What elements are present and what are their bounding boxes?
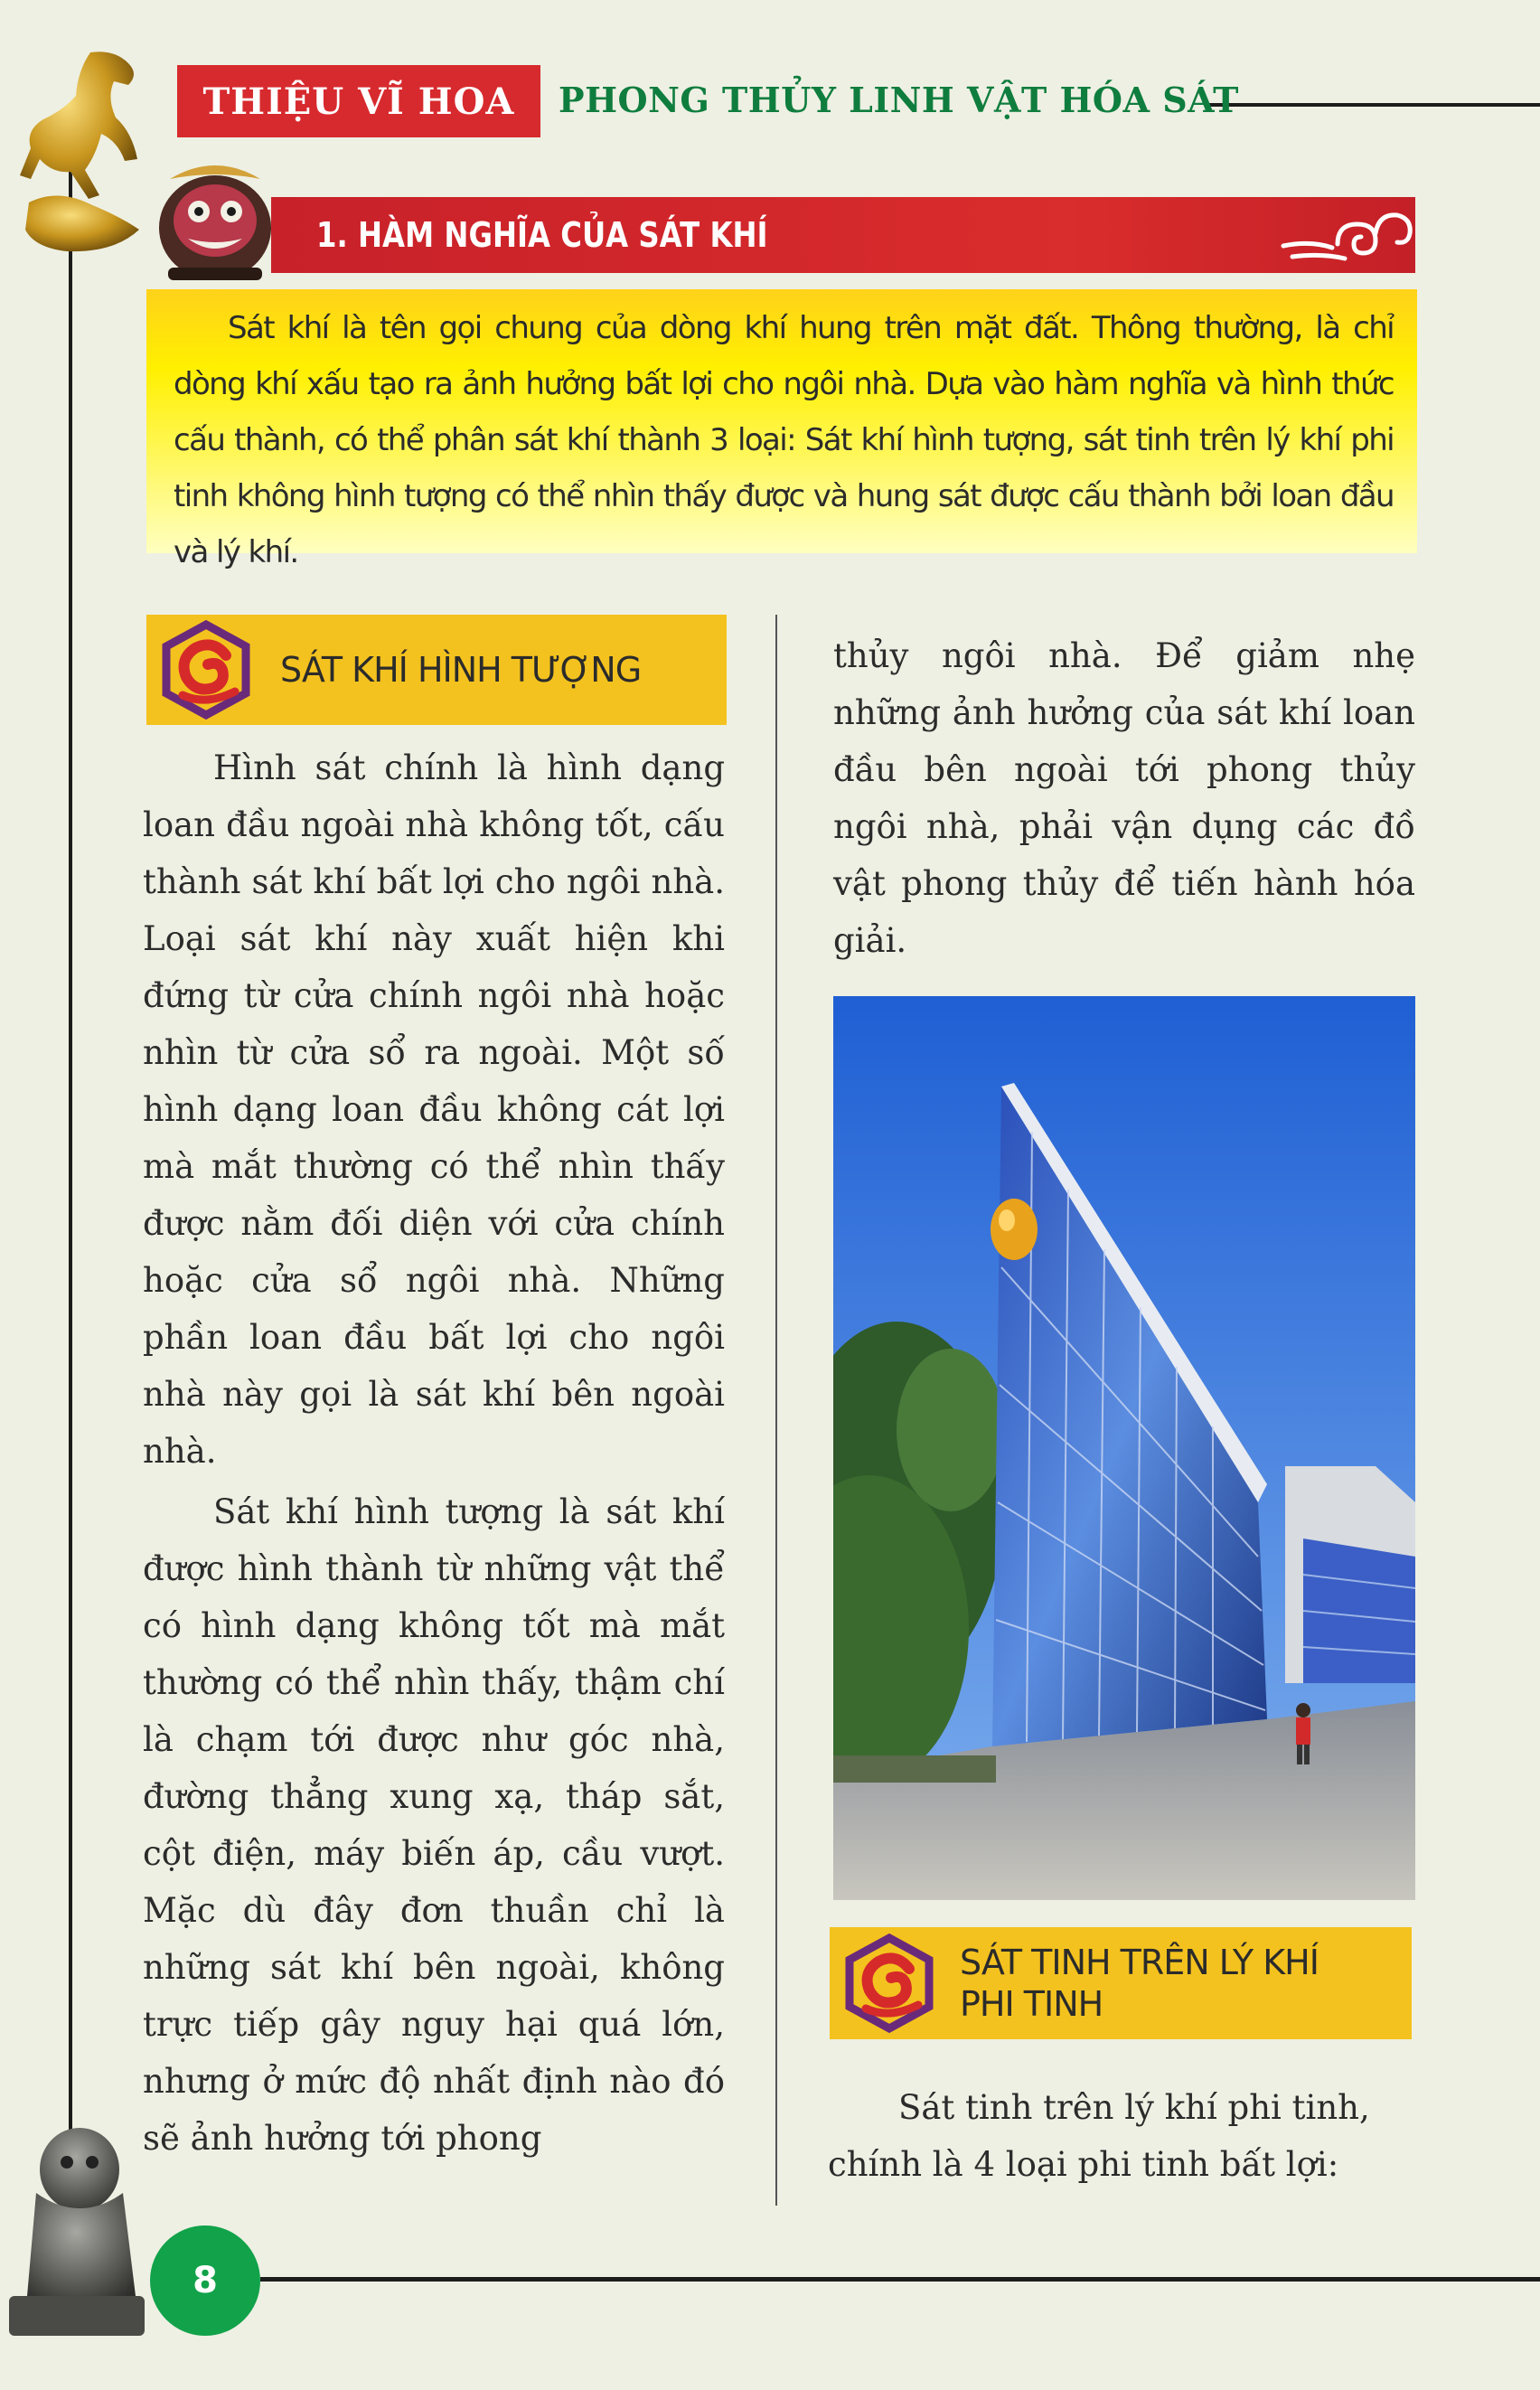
header-rule bbox=[1207, 103, 1540, 107]
lion-dance-mascot-icon bbox=[152, 152, 278, 287]
body-paragraph: Hình sát chính là hình dạng loan đầu ngoài nhà không tốt, cấu thành sát khí bất lợi cho ngôi nhà. Loại sát khí này xuất hiện khi đứng từ cửa chính ngôi nhà hoặc nhìn từ cửa sổ ra ngoài. Một số hình dạng loan đầu không cát lợi mà mắt thường có thể nhìn thấy được nằm đối diện với cửa chính hoặc cửa sổ ngôi nhà. Những phần loan đầu bất lợi cho ngôi nhà này gọi là sát khí bên ngoài nhà. bbox=[143, 748, 725, 1471]
glass-building-photo bbox=[833, 996, 1415, 1900]
book-title: PHONG THỦY LINH VẬT HÓA SÁT bbox=[559, 80, 1239, 120]
stone-lion-icon bbox=[0, 2115, 154, 2341]
column-divider bbox=[775, 615, 777, 2206]
subheading-box-2 bbox=[830, 1927, 1412, 2039]
left-frame-line bbox=[69, 136, 72, 2178]
spiral-hexagon-icon bbox=[155, 619, 257, 720]
intro-paragraph: Sát khí là tên gọi chung của dòng khí hung trên mặt đất. Thông thường, là chỉ dòng khí xấu tạo ra ảnh hưởng bất lợi cho ngôi nhà. Dựa vào hàm nghĩa và hình thức cấu thành, có thể phân sát khí thành 3 loại: Sát khí hình tượng, sát tinh trên lý khí phi tinh không hình tượng có thể nhìn thấy được và hung sát được cấu thành bởi loan đầu và lý khí. bbox=[174, 310, 1394, 570]
subheading-title-1: SÁT KHÍ HÌNH TƯỢNG bbox=[280, 650, 642, 690]
page-number: 8 bbox=[150, 2225, 260, 2336]
right-column-text bbox=[833, 627, 1415, 969]
right-column-text-2 bbox=[828, 2079, 1415, 2193]
left-column-text bbox=[143, 739, 725, 2167]
cloud-ornament-icon bbox=[1274, 193, 1419, 275]
body-paragraph-continued: thủy ngôi nhà. Để giảm nhẹ những ảnh hưởng của sát khí loan đầu bên ngoài tới phong thủy ngôi nhà, phải vận dụng các đồ vật phong thủy để tiến hành hóa giải. bbox=[833, 636, 1415, 960]
subheading-title-2-line1: SÁT TINH TRÊN LÝ KHÍ bbox=[960, 1943, 1319, 1982]
body-paragraph: Sát khí hình tượng là sát khí được hình thành từ những vật thể có hình dạng không tốt mà mắt thường có thể nhìn thấy, thậm chí là chạm tới được như góc nhà, đường thẳng xung xạ, tháp sắt, cột điện, máy biến áp, cầu vượt. Mặc dù đây đơn thuần chỉ là những sát khí bên ngoài, không trực tiếp gây nguy hại quá lớn, nhưng ở mức độ nhất định nào đó sẽ ảnh hưởng tới phong bbox=[143, 1492, 725, 2158]
section-title: 1. HÀM NGHĨA CỦA SÁT KHÍ bbox=[316, 215, 768, 255]
body-paragraph: Sát tinh trên lý khí phi tinh, chính là 4 loại phi tinh bất lợi: bbox=[828, 2088, 1370, 2184]
spiral-hexagon-icon bbox=[839, 1933, 940, 2034]
golden-horse-icon bbox=[13, 43, 157, 260]
subheading-box-1 bbox=[146, 615, 727, 725]
author-label: THIỆU VĨ HOA bbox=[177, 65, 540, 137]
subheading-title-2-line2: PHI TINH bbox=[960, 1984, 1103, 2024]
footer-rule bbox=[260, 2277, 1540, 2282]
